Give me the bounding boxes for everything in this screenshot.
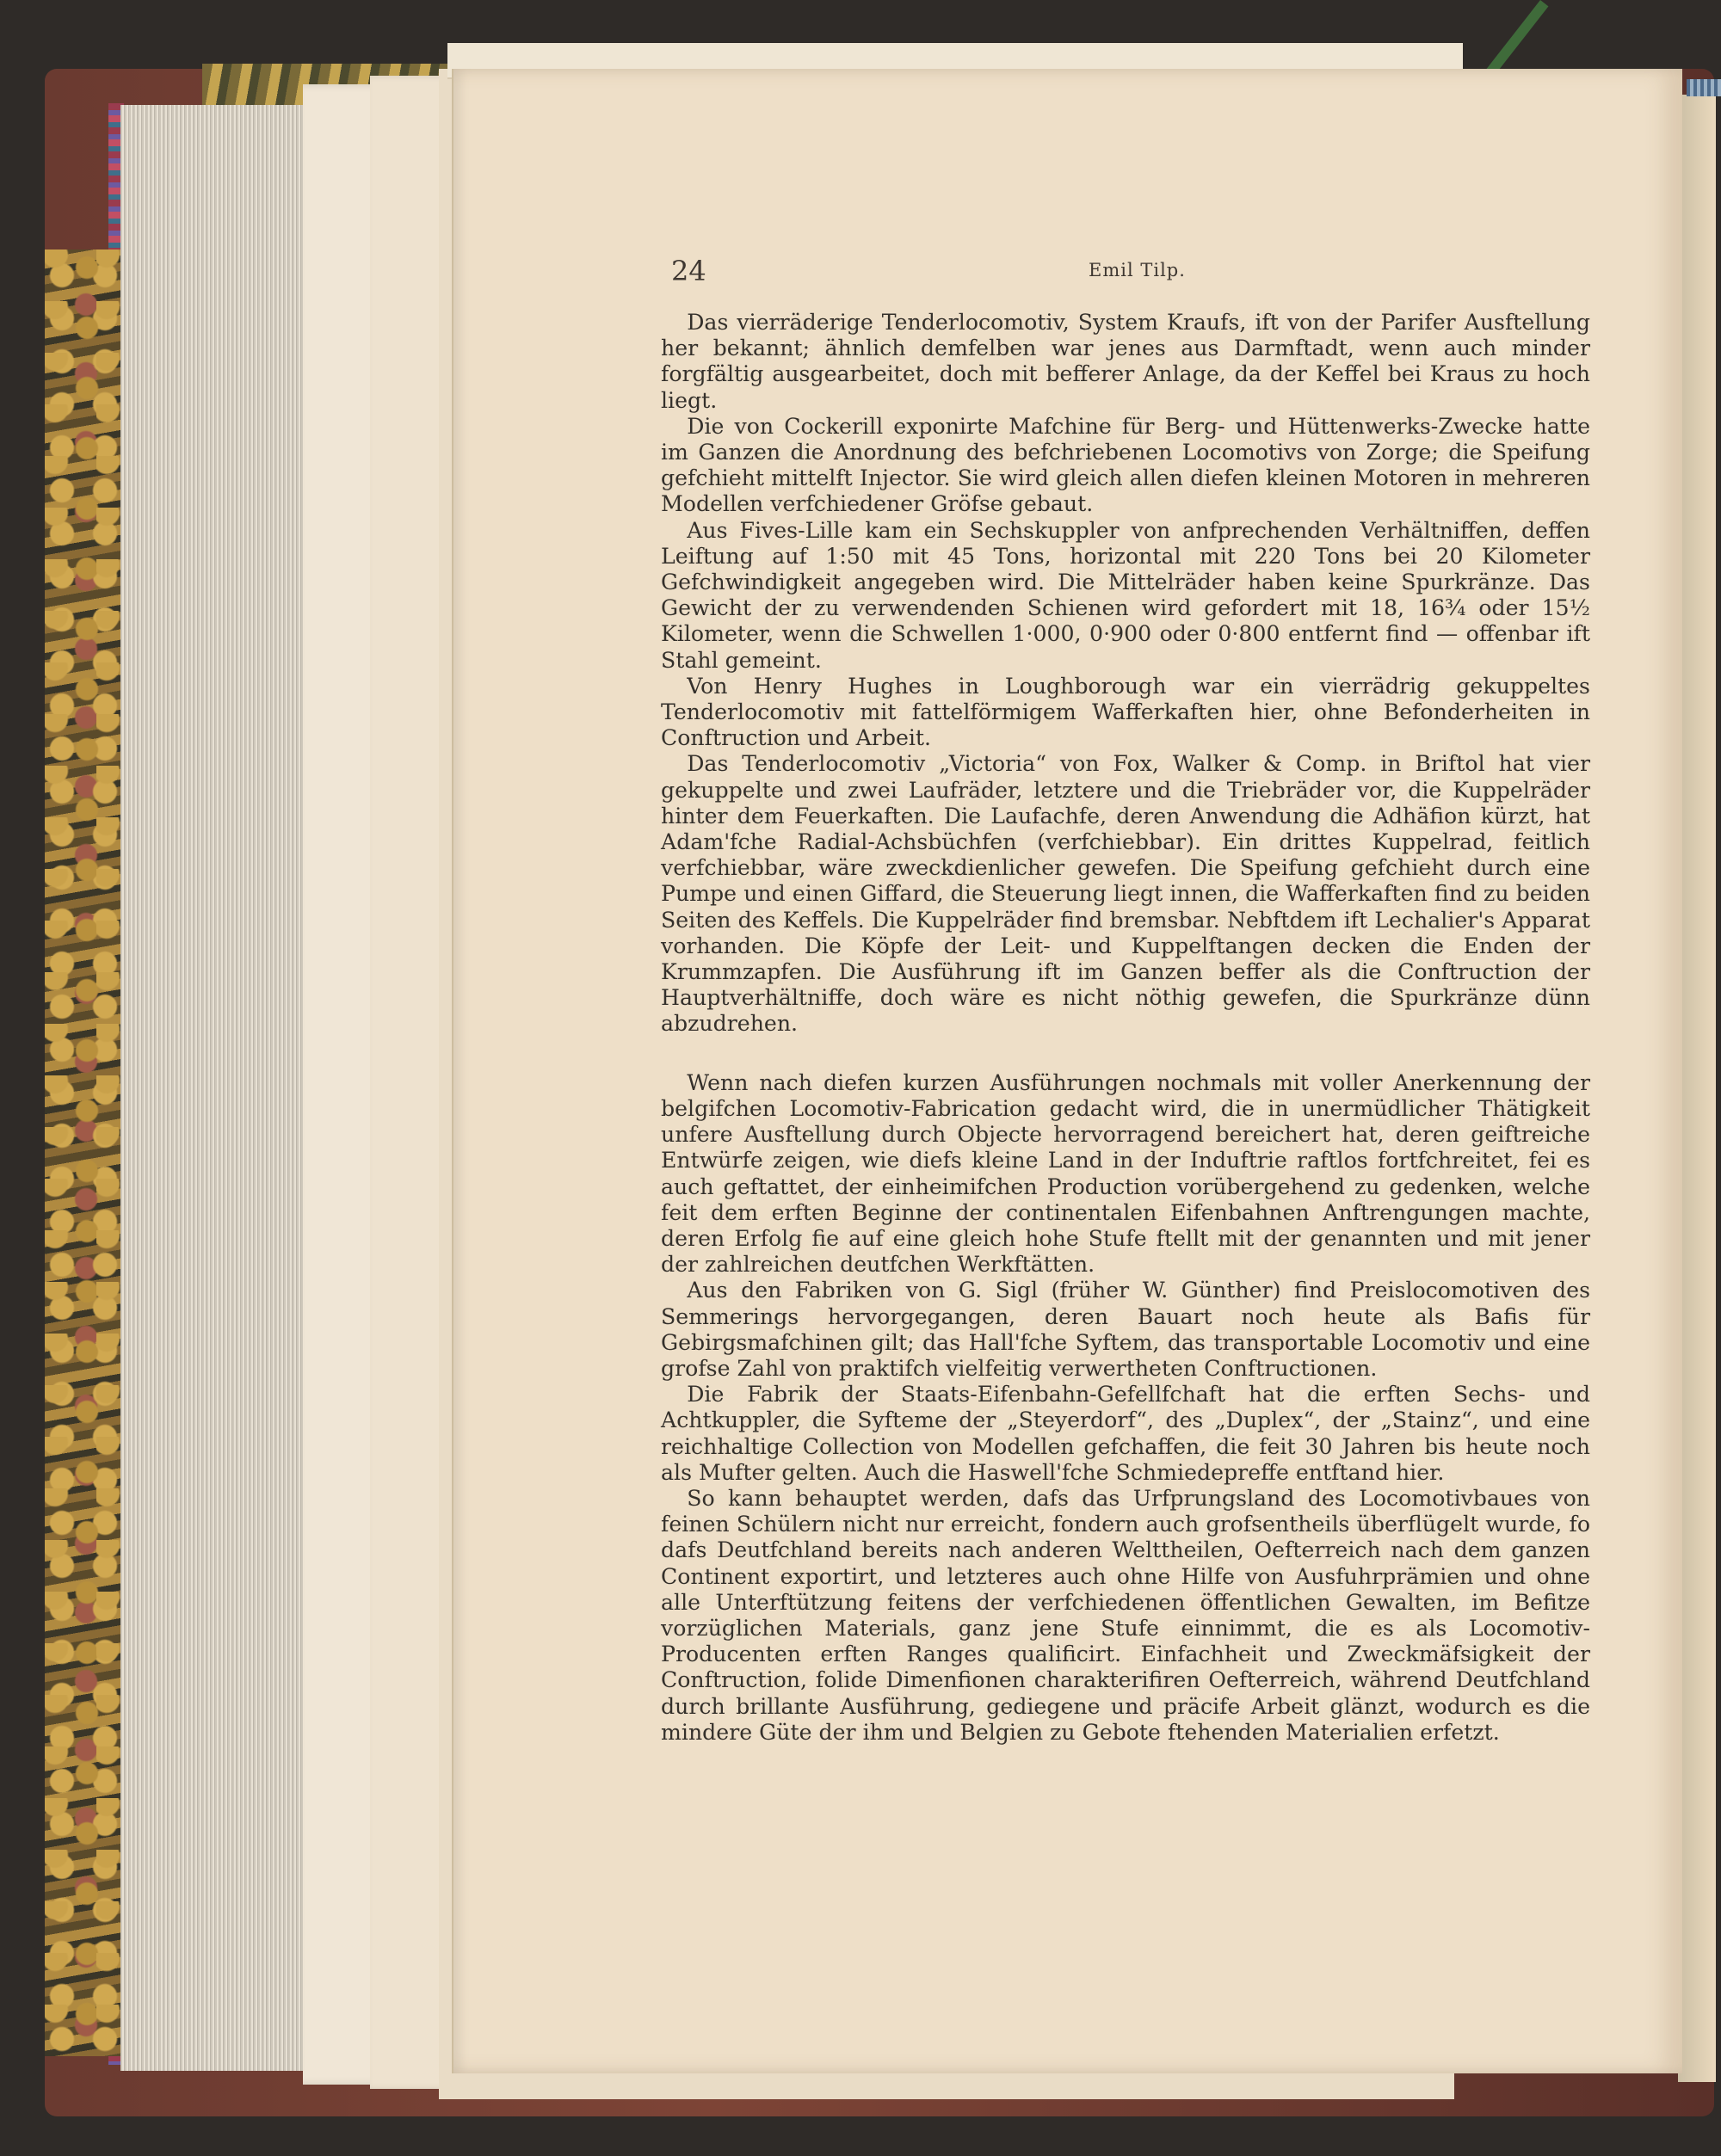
paragraph: Von Henry Hughes in Loughborough war ein vierrädrig gekuppeltes Tenderlocomotiv mit fattelförmigem Wafferkaften hier, ohne Befonderheiten in Conftruction und Arbeit. — [661, 673, 1590, 751]
paragraph: Aus den Fabriken von G. Sigl (früher W. Günther) find Preislocomotiven des Semmerings hervorgegangen, deren Bauart noch heute als Bafis für Gebirgsmafchinen gilt; das Hall'fche Syftem, das transportable Locomotiv und eine grofse Zahl von praktifch vielfeitig verwertheten Conftructionen. — [661, 1278, 1590, 1381]
page-number: 24 — [671, 255, 706, 287]
paragraph: So kann behauptet werden, dafs das Urfprungsland des Locomotivbaues von feinen Schülern nicht nur erreicht, fondern auch grofsentheils überflügelt wurde, fo dafs Deutfchland bereits nach anderen Welttheilen, Oefterreich nach dem ganzen Continent exportirt, und letzteres auch ohne Hilfe von Ausfuhrprämien und ohne alle Unterftützung feitens der verfchiedenen öffentlichen Gewalten, im Befitze vorzüglichen Materials, ganz jene Stufe einnimmt, die es als Locomotiv-Producenten erften Ranges qualificirt. Einfachheit und Zweckmäfsigkeit der Conftruction, folide Dimenfionen charakterifiren Oefterreich, während Deutfchland durch brillante Ausführung, gediegene und präcife Arbeit glänzt, wodurch es die mindere Güte der ihm und Belgien zu Gebote ftehenden Materialien erfetzt. — [661, 1485, 1590, 1745]
paragraph: Das vierräderige Tenderlocomotiv, System Kraufs, ift von der Parifer Ausftellung her bekannt; ähnlich demfelben war jenes aus Darmftadt, wenn auch minder forgfältig ausgearbeitet, doch mit befferer Anlage, da der Keffel bei Kraus zu hoch liegt. — [661, 310, 1590, 413]
marbled-endpaper — [45, 249, 122, 2056]
body-text — [661, 310, 1590, 1746]
paragraph: Aus Fives-Lille kam ein Sechskuppler von anfprechenden Verhältniffen, deffen Leiftung auf 1:50 mit 45 Tons, horizontal mit 220 Tons bei 20 Kilometer Gefchwindigkeit angegeben wird. Die Mittelräder haben keine Spurkränze. Das Gewicht der zu verwendenden Schienen wird gefordert mit 18, 16¾ oder 15½ Kilometer, wenn die Schwellen 1·000, 0·900 oder 0·800 entfernt find — offenbar ift Stahl gemeint. — [661, 517, 1590, 673]
paragraph: Die von Cockerill exponirte Mafchine für Berg- und Hüttenwerks-Zwecke hatte im Ganzen die Anordnung des befchriebenen Locomotivs von Zorge; die Speifung gefchieht mittelft Injector. Sie wird gleich allen diefen kleinen Motoren in mehreren Modellen verfchiedener Gröfse gebaut. — [661, 413, 1590, 517]
page-block-edge — [120, 105, 310, 2071]
running-title: Emil Tilp. — [1089, 260, 1186, 280]
paragraph: Das Tenderlocomotiv „Victoria“ von Fox, Walker & Comp. in Briftol hat vier gekuppelte und zwei Laufräder, letztere und die Triebräder vor, die Kuppelräder hinter dem Feuerkaften. Die Laufachfe, deren Anwendung die Adhäfion kürzt, hat Adam'fche Radial-Achsbüchfen (verfchiebbar). Ein drittes Kuppelrad, feitlich verfchiebbar, wäre zweckdienlicher gewefen. Die Speifung gefchieht durch eine Pumpe und einen Giffard, die Steuerung liegt innen, die Wafferkaften find zu beiden Seiten des Keffels. Die Kuppelräder find bremsbar. Nebftdem ift Lechalier's Apparat vorhanden. Die Köpfe der Leit- und Kuppelftangen decken die Enden der Krummzapfen. Die Ausführung ift im Ganzen beffer als die Conftruction der Hauptverhältniffe, doch wäre es nicht nöthig gewefen, die Spurkränze dünn abzudrehen. — [661, 751, 1590, 1037]
paragraph: Die Fabrik der Staats-Eifenbahn-Gefellfchaft hat die erften Sechs- und Achtkuppler, die Syfteme der „Steyerdorf“, des „Duplex“, der „Stainz“, und eine reichhaltige Collection von Modellen gefchaffen, die feit 30 Jahren bis heute noch als Mufter gelten. Auch die Haswell'fche Schmiedepreffe entftand hier. — [661, 1382, 1590, 1485]
facing-page-corner — [1687, 79, 1721, 96]
page-header — [671, 255, 1583, 289]
paragraph: Wenn nach diefen kurzen Ausführungen nochmals mit voller Anerkennung der belgifchen Locomotiv-Fabrication gedacht wird, die in unermüdlicher Thätigkeit unfere Ausftellung durch Objecte hervorragend bereichert hat, deren geiftreiche Entwürfe zeigen, wie diefs kleine Land in der Induftrie raftlos fortfchreitet, fei es auch geftattet, der einheimifchen Production vorübergehend zu gedenken, welche feit dem erften Beginne der continentalen Eifenbahnen Anftrengungen machte, deren Erfolg fie auf eine gleich hohe Stufe ftellt mit der genannten und mit jener der zahlreichen deutfchen Werkftätten. — [661, 1069, 1590, 1278]
facing-page-edge — [1678, 95, 1716, 2082]
